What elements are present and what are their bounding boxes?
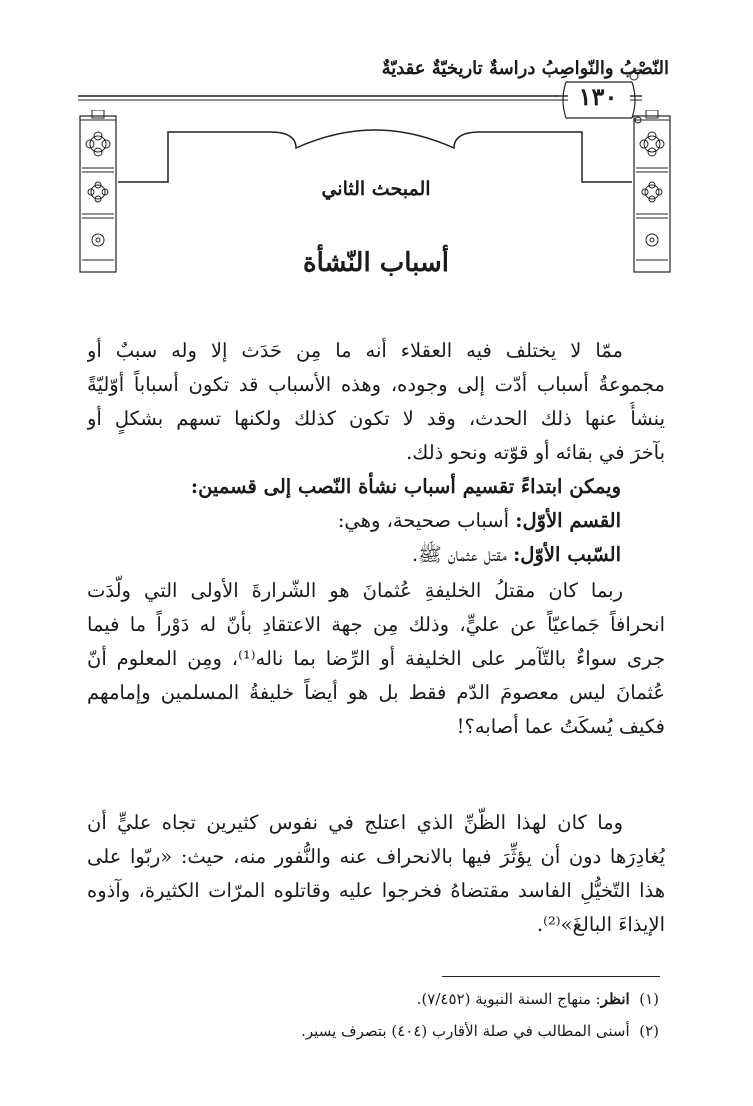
- text-line: ينشأُ عنها ذلك الحدث، وقد لا تكون كذلك ولكنها تسهم بشكلٍ أو: [87, 407, 665, 430]
- footnote-2: [99, 1020, 659, 1042]
- footnote-separator: [442, 976, 660, 977]
- cause-one-text: مقتل عثمان ﷺ.: [411, 543, 514, 566]
- footnote-text: أسنى المطالب في صلة الأقارب (٤٠٤) بتصرف يسير.: [301, 1022, 630, 1040]
- part-one-text: أسباب صحيحة، وهي:: [337, 509, 516, 532]
- text-line: عُثمانَ ليس معصومَ الدّم فقط بل هو أيضاً خليفةُ المسلمين وإمامهم: [87, 681, 665, 704]
- left-pillar-ornament: [80, 110, 116, 272]
- footnote-text: : منهاج السنة النبوية (٧/٤٥٢).: [416, 990, 601, 1008]
- text-line: ممّا لا يختلف فيه العقلاء أنه ما مِن حَدَث إلا وله سببٌ أو: [87, 339, 623, 362]
- running-title: النّصْبُ والنّواصِبُ دراسةٌ تاريخيّةٌ عقديّةٌ: [381, 58, 669, 79]
- text-line: انحرافاً جَماعيّاً عن عليٍّ، وذلك مِن جهة الاعتقادِ بأنّ له دَوْراً ما فيما: [87, 613, 665, 636]
- page-number: ١٣٠: [578, 82, 618, 111]
- header-rule: [78, 72, 558, 112]
- text-line: يُغادِرَها دون أن يؤثِّرَ فيها بالانحراف عنه والنُّفور منه، حيث: «ربّوا على: [87, 845, 665, 868]
- text-line: ربما كان مقتلُ الخليفةِ عُثمانَ هو الشّرارةَ الأولى التي ولّدَت: [87, 579, 623, 602]
- cause-one: [81, 538, 621, 572]
- footnote-1: [99, 988, 659, 1010]
- footnote-number: (٢): [639, 1022, 659, 1040]
- section-label: المبحث الثاني: [321, 178, 431, 200]
- footnote-number: (١): [639, 990, 659, 1008]
- text-line: فكيف يُسكَتُ عما أصابه؟!: [456, 715, 665, 738]
- text-line: هذا التّخيُّلِ الفاسد مقتضاهُ فخرجوا عليه وقاتلوه المرّات الكثيرة، وآذوه: [87, 879, 665, 902]
- part-one: [81, 504, 621, 538]
- text-line: مجموعةُ أسباب أدّت إلى وجوده، وهذه الأسباب قد تكون أسباباً أوّليّةً: [87, 373, 665, 396]
- division-statement: ويمكن ابتداءً تقسيم أسباب نشأة النّصب إلى قسمين:: [190, 475, 621, 498]
- cause-one-label: السّبب الأوّل:: [513, 543, 621, 566]
- paragraph-uthman: [87, 574, 665, 744]
- right-pillar-ornament: [634, 110, 670, 272]
- part-one-label: القسم الأوّل:: [515, 509, 621, 532]
- section-title: أسباب النّشأة: [302, 248, 450, 278]
- paragraph-intro: [87, 334, 665, 470]
- text-line: جرى سواءٌ بالتّآمر على الخليفة أو الرِّضا بما ناله⁽¹⁾، ومِن المعلوم أنّ: [87, 647, 665, 670]
- text-line: بآخرَ في بقائه أو قوّته ونحو ذلك.: [406, 441, 665, 464]
- paragraph-suspicion: [87, 806, 665, 942]
- text-line: وما كان لهذا الظّنِّ الذي اعتلج في نفوس كثيرين تجاه عليٍّ أن: [87, 811, 623, 834]
- text-line: الإيذاءَ البالغَ»⁽²⁾.: [536, 913, 665, 936]
- footnote-label: انظر: [600, 990, 630, 1008]
